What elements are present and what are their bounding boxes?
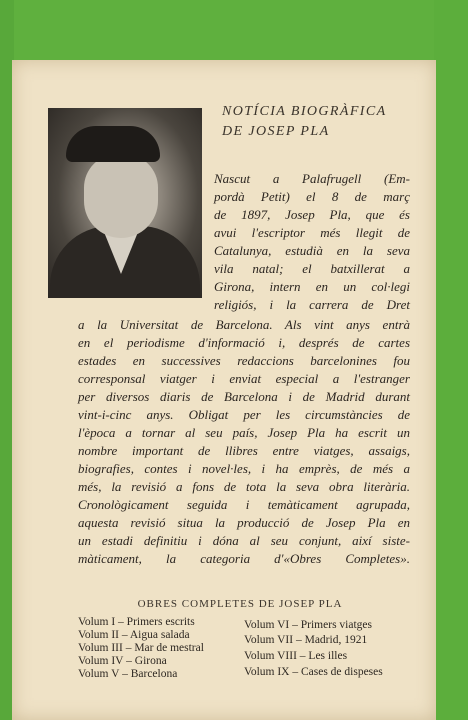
volume-entry: Volum IX – Cases de dispeses (244, 666, 383, 678)
heading-line-1: NOTÍCIA BIOGRÀFICA (222, 104, 387, 119)
portrait-face (84, 154, 158, 238)
bio-line: en el periodisme d'informació i, després de cartes (78, 335, 410, 350)
bio-line: vint-i-cinc anys. Obligat per les circumstàncies de (78, 407, 410, 422)
volume-entry: Volum I – Primers escrits (78, 616, 195, 628)
bio-line: Girona, intern en un col·legi (214, 279, 410, 294)
volume-entry: Volum IV – Girona (78, 655, 167, 667)
bio-line: aquesta revisió situa la producció de Josep Pla en (78, 515, 410, 530)
volume-entry: Volum V – Barcelona (78, 668, 178, 680)
bio-line: nombre important de llibres entre viatges, assaigs, (78, 443, 410, 458)
bio-line: pordà Petit) el 8 de març (214, 189, 410, 204)
portrait-cap (66, 126, 160, 162)
heading-line-2: DE JOSEP PLA (222, 124, 330, 139)
bio-line: a la Universitat de Barcelona. Als vint anys entrà (78, 317, 410, 332)
bio-line: Catalunya, estudià en la seva (214, 243, 410, 258)
volume-entry: Volum VI – Primers viatges (244, 619, 372, 631)
bio-line: vila natal; el batxillerat a (214, 261, 410, 276)
volume-entry: Volum III – Mar de mestral (78, 642, 204, 654)
bio-line: corresponsal viatger i enviat especial a l'estranger (78, 371, 410, 386)
volume-entry: Volum VIII – Les illes (244, 650, 348, 662)
volume-entry: Volum VII – Madrid, 1921 (244, 634, 368, 646)
green-cover-band-top (0, 0, 468, 62)
bio-line: màticament, la categoria d'«Obres Completes». (78, 551, 410, 566)
bio-line: l'època a tornar al seu país, Josep Pla ha escrit un (78, 425, 410, 440)
works-list-title: OBRES COMPLETES DE JOSEP PLA (137, 598, 343, 610)
bio-line: de 1897, Josep Pla, que és (214, 207, 410, 222)
green-cover-band-right (434, 0, 468, 720)
bio-line: més, la revisió a fons de tota la seva obra literària. (78, 479, 410, 494)
bio-line: religiós, i la carrera de Dret (214, 297, 410, 312)
bio-line: per diversos diaris de Barcelona i de Madrid durant (78, 389, 410, 404)
bio-line: avui l'escriptor més llegit de (214, 225, 410, 240)
bio-line: Nascut a Palafrugell (Em- (214, 171, 410, 186)
bio-line: Cronològicament seguida i temàticament agrupada, (78, 497, 410, 512)
bio-line: estades en successives redaccions barcelonines fou (78, 353, 410, 368)
bio-line: biografies, contes i novel·les, i ha emprès, de més a (78, 461, 410, 476)
bio-line: un estadi definitiu i dóna al seu conjunt, així siste- (78, 533, 410, 548)
author-portrait-photo (48, 108, 202, 298)
volume-entry: Volum II – Aigua salada (78, 629, 190, 641)
